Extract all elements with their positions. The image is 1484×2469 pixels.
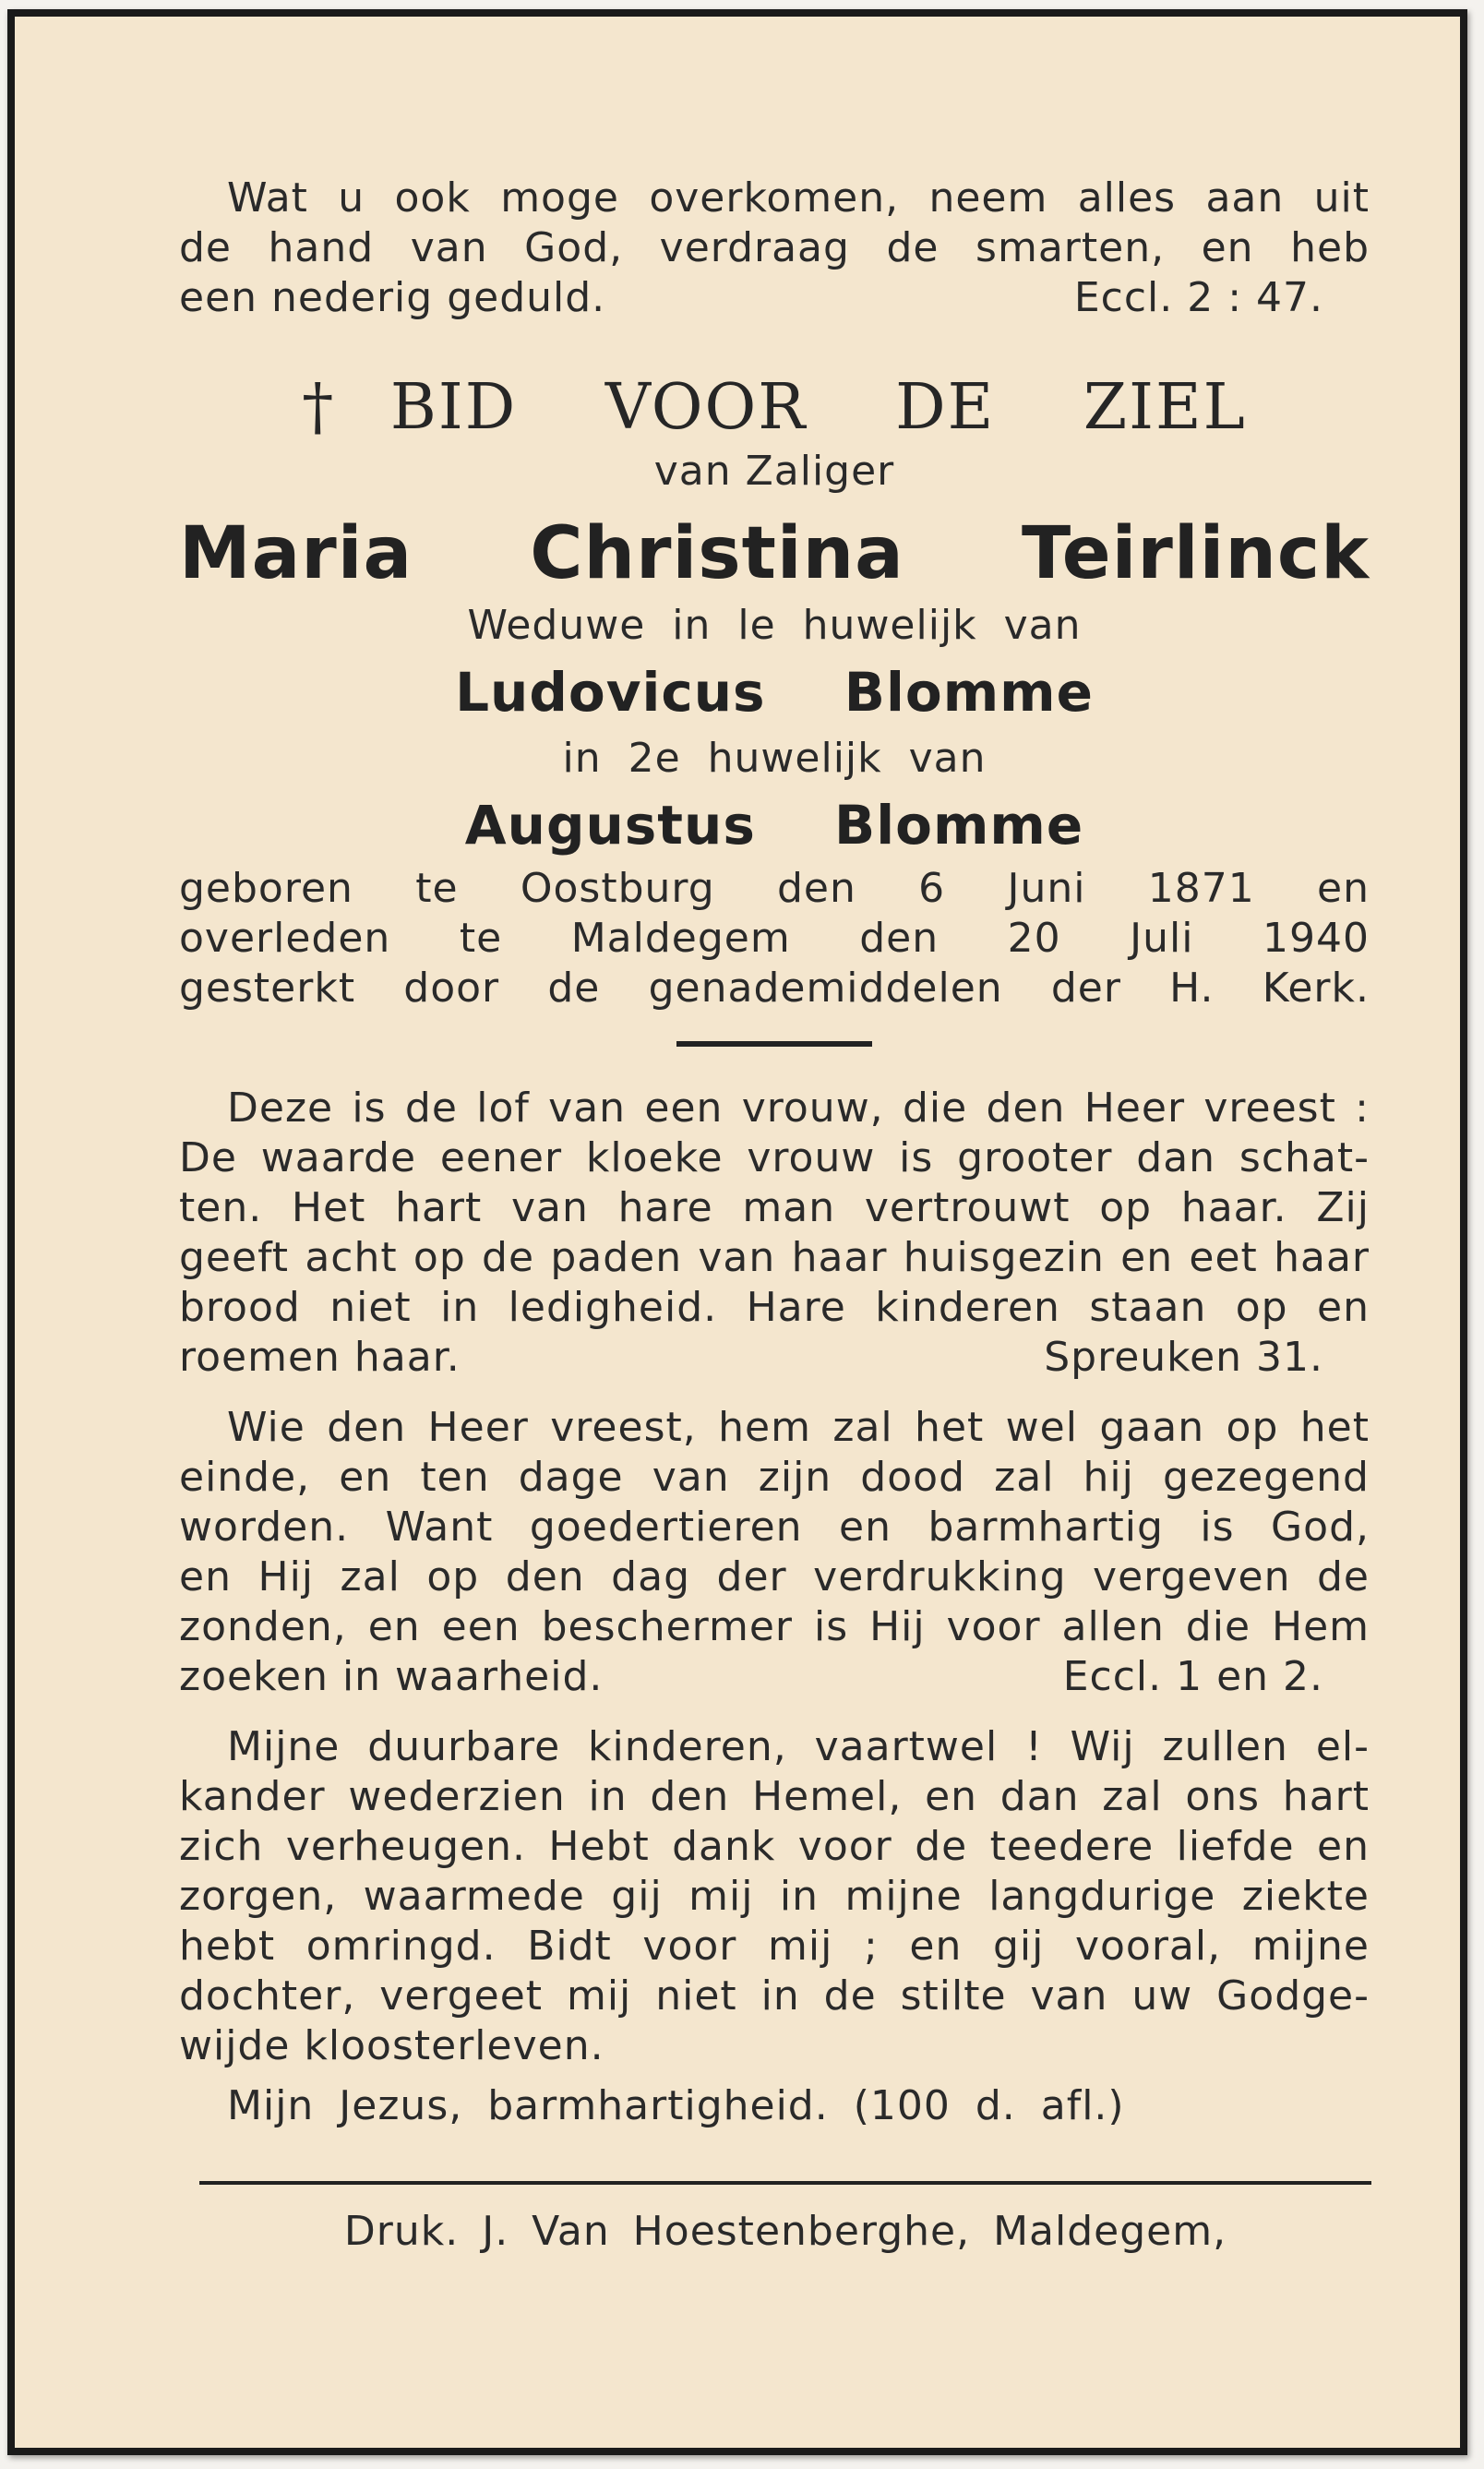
printer-credit: Druk. J. Van Hoestenberghe, Maldegem, (343, 2208, 1227, 2255)
first-marriage-text: Weduwe in le huwelijk van (467, 602, 1082, 649)
second-spouse-name: Augustus Blomme (464, 794, 1084, 857)
cross-icon: † (302, 371, 336, 444)
scripture-line: De waarde eener kloeke vrouw is grooter dan schat- (179, 1134, 1370, 1181)
farewell-line: zorgen, waarmede gij mij in mijne langdurige ziekte (179, 1873, 1370, 1920)
farewell-line: dochter, vergeet mij niet in de stilte van uw Godge- (179, 1972, 1370, 2020)
scripture-reference: Spreuken 31. (1044, 1334, 1323, 1381)
scripture-ecclesiasticus (179, 1403, 1370, 1702)
scripture-line: Deze is de lof van een vrouw, die den Heer vreest : (227, 1085, 1370, 1132)
scripture-line (179, 1652, 1370, 1702)
scripture-proverbs (179, 1084, 1370, 1383)
scripture-line: zonden, en een beschermer is Hij voor allen die Hem (179, 1603, 1370, 1650)
deceased-first-name: Maria (179, 512, 413, 595)
epigraph (179, 174, 1370, 323)
scripture-line (179, 1333, 1370, 1383)
first-spouse-name: Ludovicus Blomme (455, 661, 1094, 724)
prayer-heading (179, 371, 1370, 445)
epigraph-reference: Eccl. 2 : 47. (1073, 274, 1323, 321)
epigraph-line: Wat u ook moge overkomen, neem alles aan uit (227, 174, 1370, 222)
deceased-name (179, 509, 1370, 598)
scripture-last-text: roemen haar. (179, 1334, 461, 1381)
birth-death-details (179, 864, 1370, 1013)
scripture-line: worden. Want goedertieren en barmhartig is God, (179, 1504, 1370, 1551)
indulgence-prayer: Mijn Jezus, barmhartigheid. (100 d. afl.) (227, 2082, 1125, 2129)
scripture-line: Wie den Heer vreest, hem zal het wel gaan op het (227, 1404, 1370, 1451)
spacer (179, 1383, 1370, 1403)
farewell-message (179, 1722, 1370, 2071)
farewell-line: kander wederzien in den Hemel, en dan zal ons hart (179, 1773, 1370, 1820)
spacer (179, 1702, 1370, 1722)
farewell-line: hebt omringd. Bidt voor mij ; en gij vooral, mijne (179, 1923, 1370, 1970)
bid-voor-de-ziel: BID VOOR DE ZIEL (389, 371, 1247, 444)
epigraph-line: de hand van God, verdraag de smarten, en heb (179, 224, 1370, 271)
footer-divider (199, 2181, 1371, 2185)
farewell-line: zich verheugen. Hebt dank voor de teedere liefde en (179, 1823, 1370, 1870)
deceased-middle-name: Christina (530, 512, 904, 595)
farewell-last-text: wijde kloosterleven. (179, 2022, 604, 2069)
death-line: overleden te Maldegem den 20 Juli 1940 (179, 915, 1370, 962)
farewell-line: Mijne duurbare kinderen, vaartwel ! Wij zullen el- (227, 1723, 1370, 1770)
scripture-line: einde, en ten dage van zijn dood zal hij gezegend (179, 1454, 1370, 1501)
deceased-last-name: Teirlinck (1021, 512, 1370, 595)
scripture-line: ten. Het hart van hare man vertrouwt op haar. Zij (179, 1184, 1370, 1231)
van-zaliger: van Zaliger (653, 448, 895, 495)
scripture-line: en Hij zal op den dag der verdrukking vergeven de (179, 1553, 1370, 1600)
memorial-card (7, 9, 1467, 2455)
epigraph-line (179, 273, 1370, 323)
second-marriage-text: in 2e huwelijk van (562, 735, 987, 782)
epigraph-last-text: een nederig geduld. (179, 274, 606, 321)
farewell-line (179, 2021, 1370, 2071)
divider (676, 1041, 872, 1047)
scripture-reference: Eccl. 1 en 2. (1062, 1653, 1323, 1700)
scripture-last-text: zoeken in waarheid. (179, 1653, 604, 1700)
birth-line: geboren te Oostburg den 6 Juni 1871 en (179, 865, 1370, 912)
scripture-line: geeft acht op de paden van haar huisgezin en eet haar (179, 1234, 1370, 1281)
scripture-line: brood niet in ledigheid. Hare kinderen staan op en (179, 1284, 1370, 1331)
card-content (179, 174, 1370, 2134)
sacrament-line: gesterkt door de genademiddelen der H. Kerk. (179, 965, 1370, 1012)
